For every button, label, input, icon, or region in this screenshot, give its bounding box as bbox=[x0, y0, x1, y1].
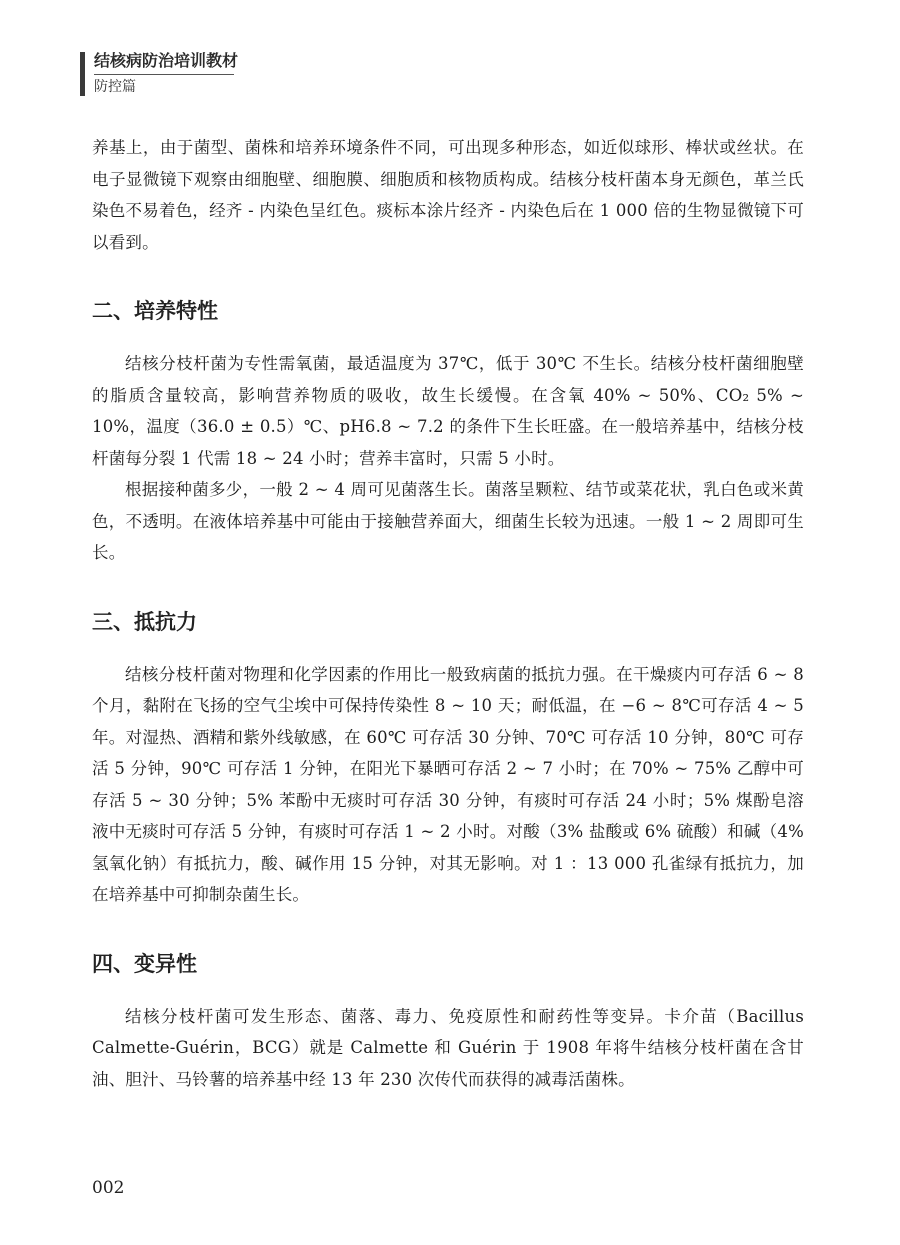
page-body bbox=[92, 132, 804, 1095]
paragraph-resistance-1: 结核分枝杆菌对物理和化学因素的作用比一般致病菌的抵抗力强。在干燥痰内可存活 6 ~ 8 个月，黏附在飞扬的空气尘埃中可保持传染性 8 ~ 10 天；耐低温，在 −6 ~ 8℃可存活 4 ~ 5 年。对湿热、酒精和紫外线敏感，在 60℃ 可存活 30 分钟、70℃ 可存活 10 分钟，80℃ 可存活 5 分钟，90℃ 可存活 1 分钟，在阳光下暴晒可存活 2 ~ 7 小时；在 70% ~ 75% 乙醇中可存活 5 ~ 30 分钟；5% 苯酚中无痰时可存活 30 分钟，有痰时可存活 24 小时；5% 煤酚皂溶液中无痰时可存活 5 分钟，有痰时可存活 1 ~ 2 小时。对酸（3% 盐酸或 6% 硫酸）和碱（4% 氢氧化钠）有抵抗力，酸、碱作用 15 分钟，对其无影响。对 1 ：13 000 孔雀绿有抵抗力，加在培养基中可抑制杂菌生长。 bbox=[92, 664, 804, 904]
paragraph-culture-2: 根据接种菌多少，一般 2 ~ 4 周可见菌落生长。菌落呈颗粒、结节或菜花状，乳白色或米黄色，不透明。在液体培养基中可能由于接触营养面大，细菌生长较为迅速。一般 1 ~ 2 周即可生长。 bbox=[92, 480, 804, 562]
paragraph-variability-1: 结核分枝杆菌可发生形态、菌落、毒力、免疫原性和耐药性等变异。卡介苗（Bacillus Calmette-Guérin，BCG）就是 Calmette 和 Guérin 于 1908 年将牛结核分枝杆菌在含甘油、胆汁、马铃薯的培养基中经 13 年 230 次传代而获得的减毒活菌株。 bbox=[92, 1006, 804, 1089]
book-subtitle: 防控篇 bbox=[94, 79, 136, 95]
paragraph-culture-1: 结核分枝杆菌为专性需氧菌，最适温度为 37℃，低于 30℃ 不生长。结核分枝杆菌细胞壁的脂质含量较高，影响营养物质的吸收，故生长缓慢。在含氧 40% ~ 50%、CO₂ 5% ~ 10%，温度（36.0 ± 0.5）℃、pH6.8 ~ 7.2 的条件下生长旺盛。在一般培养基中，结核分枝杆菌每分裂 1 代需 18 ~ 24 小时；营养丰富时，只需 5 小时。 bbox=[92, 354, 804, 468]
section-heading-resistance: 三、抵抗力 bbox=[92, 609, 197, 634]
header-accent-bar bbox=[80, 52, 85, 96]
section-heading-variability: 四、变异性 bbox=[92, 951, 197, 976]
intro-paragraph: 养基上，由于菌型、菌株和培养环境条件不同，可出现多种形态，如近似球形、棒状或丝状。在电子显微镜下观察由细胞壁、细胞膜、细胞质和核物质构成。结核分枝杆菌本身无颜色，革兰氏染色不易着色，经齐 - 内染色呈红色。痰标本涂片经齐 - 内染色后在 1 000 倍的生物显微镜下可以看到。 bbox=[92, 138, 804, 252]
header-divider bbox=[94, 74, 234, 75]
page-number: 002 bbox=[92, 1178, 125, 1198]
book-title: 结核病防治培训教材 bbox=[94, 51, 239, 70]
section-heading-culture: 二、培养特性 bbox=[92, 299, 218, 323]
